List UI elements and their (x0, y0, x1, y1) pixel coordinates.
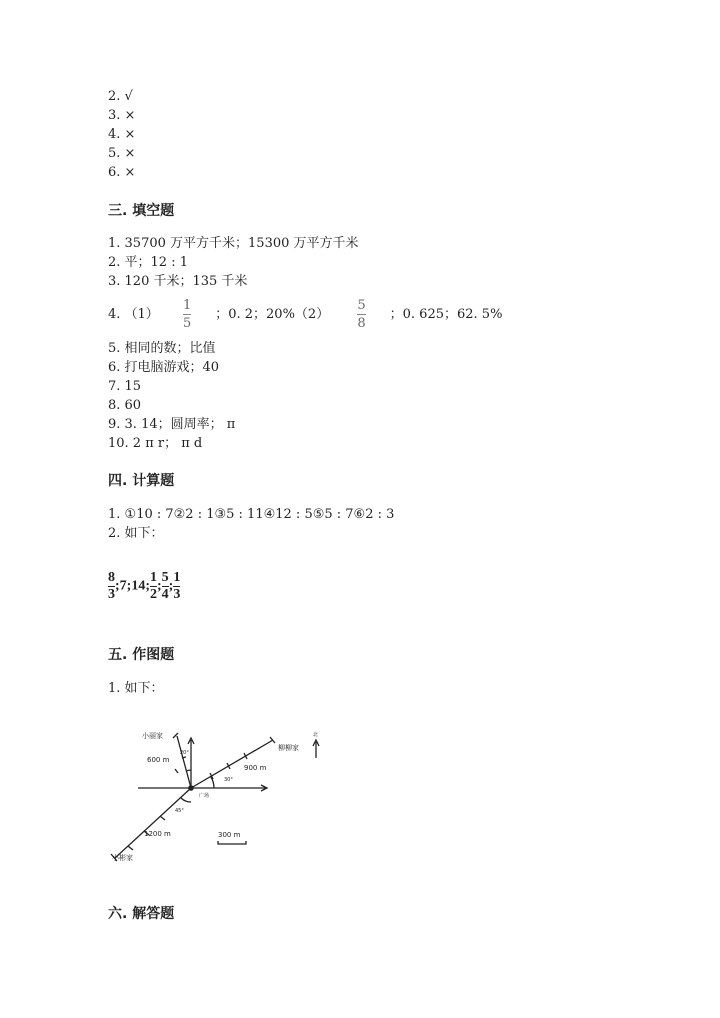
fraction-one-half (150, 571, 157, 602)
fill-answer-10: 10. 2 π r； π d (108, 436, 203, 451)
fill-answer-4-suffix: ；0. 625；62. 5% (389, 307, 503, 322)
fraction-numerator: 1 (173, 570, 181, 585)
label-1200m: 1200 m (144, 830, 171, 838)
fill-answer-1: 1. 35700 万平方千米；15300 万平方千米 (108, 236, 359, 251)
label-xiaobin: 小彬家 (112, 854, 133, 862)
label-liuliu: 柳柳家 (278, 744, 299, 752)
fraction-numerator: 5 (161, 570, 169, 585)
fraction-numerator: 8 (108, 570, 115, 585)
fill-answer-8: 8. 60 (108, 398, 142, 413)
fill-answer-4-prefix: 4. （1） (108, 307, 159, 322)
section-5-title: 五. 作图题 (108, 647, 175, 663)
fraction-numerator: 1 (150, 570, 157, 585)
result-separator: ; (168, 578, 174, 594)
fill-answer-4-middle: ；0. 2；20%（2） (215, 307, 330, 322)
section-4-title: 四. 计算题 (108, 473, 175, 489)
fraction-denominator: 3 (173, 587, 181, 602)
label-scale: 300 m (218, 831, 241, 839)
fraction-bar (183, 314, 191, 315)
fill-answer-9: 9. 3. 14；圆周率； π (108, 417, 236, 432)
label-angle-45: 45° (175, 808, 184, 814)
fraction-denominator: 2 (150, 587, 157, 602)
label-xiaoli: 小丽家 (142, 732, 163, 740)
fraction-numerator: 5 (357, 298, 366, 313)
result-separator: ; (157, 578, 162, 594)
square-point (188, 785, 194, 791)
judge-answer-5: 5. × (108, 146, 136, 161)
result-separator: ;7;14; (115, 578, 150, 594)
fill-answer-5: 5. 相同的数；比值 (108, 341, 216, 356)
label-north: 北 (313, 732, 319, 738)
fraction-five-eighths (357, 298, 365, 331)
draw-answer-1: 1. 如下： (108, 681, 164, 696)
fraction-denominator: 8 (357, 316, 366, 331)
judge-answer-4: 4. × (108, 127, 136, 142)
fraction-bar (357, 314, 365, 315)
route-to-xiaoli (177, 736, 191, 788)
calc-answer-2-results (108, 571, 180, 602)
judge-answer-2: 2. √ (108, 89, 133, 104)
fill-answer-6: 6. 打电脑游戏；40 (108, 360, 220, 375)
fraction-five-fourths (162, 571, 169, 602)
calc-answer-1: 1. ①10 : 7②2 : 1③5 : 11④12 : 5⑤5 : 7⑥2 : 3 (108, 507, 395, 522)
fraction-numerator: 1 (182, 298, 192, 313)
judge-answer-6: 6. × (108, 165, 136, 180)
section-6-title: 六. 解答题 (108, 906, 175, 922)
judge-answer-3: 3. × (108, 108, 136, 123)
fraction-denominator: 5 (182, 316, 192, 331)
fraction-one-fifth (183, 298, 191, 331)
fill-answer-2: 2. 平；12 : 1 (108, 255, 188, 270)
fraction-eight-thirds (108, 571, 115, 602)
location-map-diagram (100, 720, 340, 870)
scale-bar (218, 841, 246, 844)
label-900m: 900 m (244, 764, 267, 772)
section-3-title: 三. 填空题 (108, 203, 175, 219)
fraction-denominator: 3 (108, 587, 115, 602)
fraction-one-third (173, 571, 180, 602)
calc-answer-2: 2. 如下： (108, 526, 164, 541)
fill-answer-4 (108, 298, 502, 331)
label-square: 广场 (199, 793, 210, 799)
label-angle-30: 30° (224, 777, 233, 783)
fraction-denominator: 4 (161, 587, 169, 602)
route-to-xiaobin (115, 788, 191, 858)
fill-answer-3: 3. 120 千米；135 千米 (108, 274, 248, 289)
label-600m: 600 m (147, 756, 170, 764)
label-angle-20: 20° (180, 750, 189, 756)
fill-answer-7: 7. 15 (108, 379, 142, 394)
